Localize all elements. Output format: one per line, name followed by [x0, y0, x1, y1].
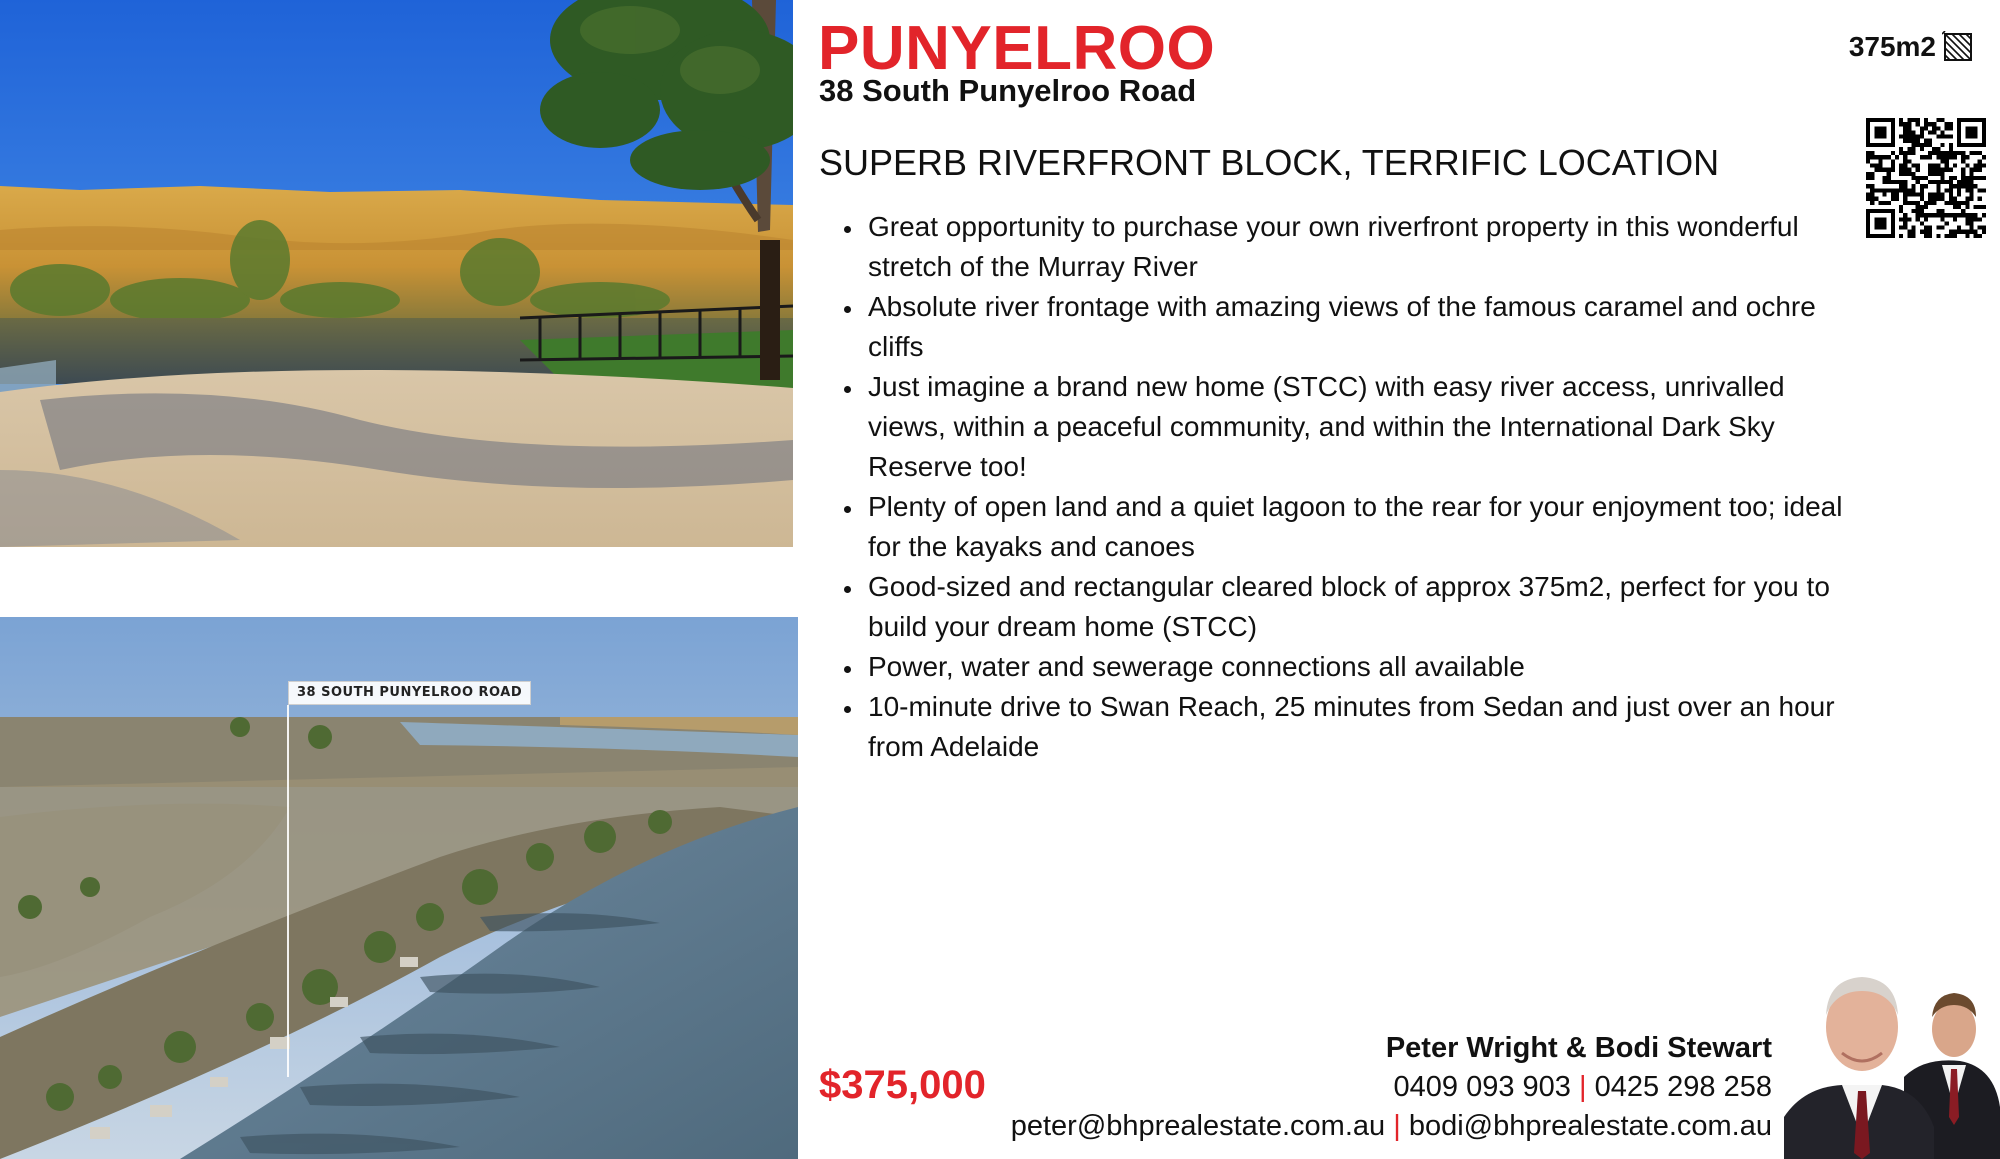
- listing-headline: SUPERB RIVERFRONT BLOCK, TERRIFIC LOCATION: [819, 142, 1720, 183]
- list-item: Just imagine a brand new home (STCC) with easy river access, unrivalled views, within a peaceful community, and within the International Dark Sky Reserve too!: [820, 367, 1850, 487]
- list-item: Good-sized and rectangular cleared block of approx 375m2, perfect for you to build your dream home (STCC): [820, 567, 1850, 647]
- list-item: 10-minute drive to Swan Reach, 25 minutes from Sedan and just over an hour from Adelaide: [820, 687, 1850, 767]
- agent-portraits: [1784, 957, 2000, 1159]
- aerial-riverfront-photo: [0, 617, 798, 1159]
- agent-phone-link[interactable]: 0409 093 903: [1393, 1071, 1571, 1103]
- separator: |: [1578, 1071, 1587, 1103]
- agent-email-link[interactable]: peter@bhprealestate.com.au: [1010, 1110, 1386, 1142]
- agent-phone-link[interactable]: 0425 298 258: [1594, 1071, 1772, 1103]
- aerial-location-pin: [287, 705, 289, 1077]
- agent-email-link[interactable]: bodi@bhprealestate.com.au: [1408, 1110, 1772, 1142]
- riverfront-cliffs-photo: [0, 0, 793, 547]
- agent-contact-block: [1011, 1028, 1772, 1146]
- street-address: 38 South Punyelroo Road: [819, 73, 1197, 108]
- land-area-value: 375m2: [1848, 31, 1936, 62]
- list-item: Plenty of open land and a quiet lagoon to the rear for your enjoyment too; ideal for the kayaks and canoes: [820, 487, 1850, 567]
- agent-emails: [1011, 1107, 1772, 1146]
- suburb-title: PUNYELROO: [818, 14, 1216, 83]
- list-item: Power, water and sewerage connections all available: [820, 647, 1850, 687]
- listing-price: $375,000: [819, 1063, 986, 1107]
- land-area-icon: [1942, 31, 1974, 63]
- agent-names: Peter Wright & Bodi Stewart: [1385, 1032, 1772, 1064]
- qr-code-icon[interactable]: [1866, 118, 1986, 238]
- separator: |: [1393, 1110, 1401, 1142]
- list-item: Absolute river frontage with amazing views of the famous caramel and ochre cliffs: [820, 287, 1850, 367]
- feature-list: [820, 207, 1850, 767]
- land-area: [1849, 30, 1974, 64]
- aerial-address-label: 38 SOUTH PUNYELROO ROAD: [288, 681, 531, 705]
- list-item: Great opportunity to purchase your own riverfront property in this wonderful stretch of the Murray River: [820, 207, 1850, 287]
- agent-phones: [1011, 1068, 1772, 1107]
